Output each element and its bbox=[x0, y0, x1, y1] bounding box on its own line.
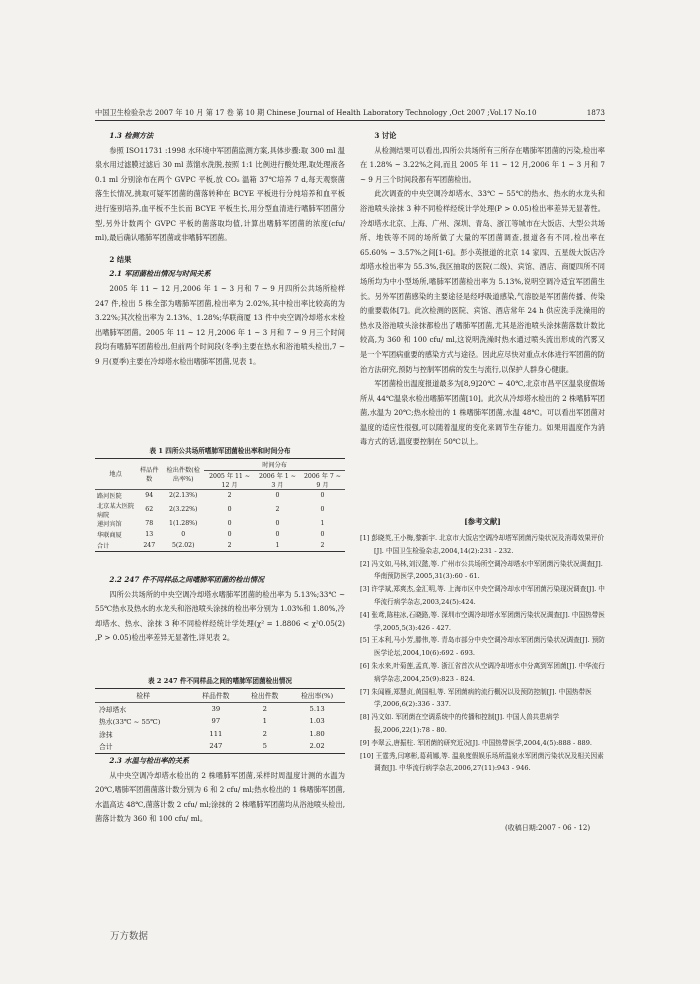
section-3-title: 3 讨论 bbox=[374, 131, 397, 140]
reference-item: [8] 冯文如. 军团菌在空调系统中的传播和控制[J]. 中国人兽共患病学报,2006,22(1):78 - 80. bbox=[360, 713, 560, 734]
table-row bbox=[95, 501, 345, 519]
table-cell: 78 bbox=[145, 520, 154, 528]
received-date: (收稿日期:2007 - 06 - 12) bbox=[505, 824, 591, 832]
table-cell: 北京某大医院病院 bbox=[97, 502, 135, 519]
section-2-2-title: 2.2 247 件不同样品之间嗜肺军团菌的检出情况 bbox=[109, 575, 265, 584]
table-cell: 247 bbox=[209, 742, 223, 751]
t1-header-place: 地点 bbox=[109, 471, 122, 479]
table-cell: 2(3.22%) bbox=[169, 506, 198, 514]
reference-item: [7] 朱闻雁,郑慧贞,黄国相,等. 军团菌病的流行概况以及预防控制[J]. 中国热带医学,2006,6(2):336 - 337. bbox=[360, 687, 592, 709]
header-rule bbox=[95, 120, 605, 121]
t2-header-rate: 检出率(%) bbox=[301, 692, 334, 701]
table-cell: 0 bbox=[275, 520, 280, 528]
reference-item: [5] 王本利,马小芳,滕伟,等. 青岛市部分中央空调冷却水军团菌污染状况调查[J]. 预防医学论坛,2004,10(6):692 - 693. bbox=[360, 636, 605, 658]
table-row bbox=[95, 702, 345, 715]
t1-header-samples: 样品件数 bbox=[139, 466, 159, 483]
table-2 bbox=[95, 688, 345, 754]
table-row bbox=[95, 489, 345, 500]
table-cell: 冷却塔水 bbox=[99, 705, 127, 714]
table-cell: 62 bbox=[145, 506, 154, 514]
t1-header-time: 时间分布 bbox=[262, 461, 287, 469]
table-cell: 0 bbox=[181, 531, 186, 539]
t1-header-t1: 2005 年 11 ~ 12 月 bbox=[209, 472, 251, 489]
table-cell: 5.13 bbox=[309, 704, 325, 713]
table-cell: 1(1.28%) bbox=[169, 520, 198, 528]
table-cell: 13 bbox=[145, 531, 154, 539]
table-cell: 热水(33℃ ~ 55℃) bbox=[99, 718, 161, 727]
section-2-1-title: 2.1 军团菌检出情况与时间关系 bbox=[109, 269, 211, 279]
table-cell: 111 bbox=[209, 729, 223, 738]
section-2-2-text: 四所公共场所的中央空调冷却塔水嗜肺军团菌的检出率为 5.13%;33℃ ~ 55℃热水及热水的水龙头和浴池喷头涂抹的检出率分别为 1.03%和 1.80%,冷却塔水、热水、涂抹 3 种不同检样经统计学处理(χ² = 1.8806 < χ²0.05(2) ,P > 0.05)检出率差异无显著性,详见表 2。 bbox=[95, 589, 345, 643]
t2-header-sample: 检样 bbox=[136, 692, 151, 701]
reference-item: [1] 彭晓英,王小梅,黎新宇. 北京市大饭店空调冷却塔军团菌污染状况及消毒效果评价[J]. 中国卫生检验杂志,2004,14(2):231 - 232. bbox=[360, 534, 605, 555]
table-cell: 5(2.02) bbox=[171, 542, 195, 550]
t2-header-count: 样品件数 bbox=[202, 692, 230, 701]
section-2-1-text: 2005 年 11 ~ 12 月,2006 年 1 ~ 3 月和 7 ~ 9 月四所公共场所检样 247 件,检出 5 株全部为嗜肺军团菌,检出率为 2.02%,其中检出率比较高的为 3.22%;其次检出率为 2.13%、1.28%;华联商厦 13 件中央空调冷却塔水未检出嗜肺军团菌。2005 年 11 ~ 12 月,2006 年 1 ~ 3 月和 7 ~ 9 月三个时间段均有嗜肺军团菌检出,但前两个时间段(冬季)主要在热水和浴池喷头检出,7 ~ 9 月(夏季)主要在冷却塔水检出嗜肺军团菌,见表 1。 bbox=[95, 283, 345, 366]
table-row bbox=[95, 740, 345, 753]
reference-item: [6] 朱水来,叶菊莲,孟真,等. 浙江省首次从空调冷却塔水中分离到军团菌[J]. 中华流行病学杂志,2004,25(9):823 - 824. bbox=[360, 661, 605, 683]
table-cell: 华联商厦 bbox=[97, 532, 122, 540]
t2-header-positive: 检出件数 bbox=[251, 692, 279, 701]
table-row bbox=[95, 519, 345, 530]
references-list bbox=[360, 532, 605, 775]
table-cell: 1 bbox=[262, 717, 267, 726]
section-2-3-text: 从中央空调冷却塔水检出的 2 株嗜肺军团菌,采样时周温度计测的水温为 20℃,嗜肺军团菌菌落计数分别为 6 和 2 cfu/ ml;热水检出的 1 株嗜肺军团菌,水温高达 48℃,菌落计数 2 cfu/ ml;涂抹的 2 株嗜肺军团菌均从浴池喷头检出,菌落计数为 360 和 100 cfu/ ml。 bbox=[95, 770, 345, 824]
table-cell: 5 bbox=[262, 742, 267, 751]
table-cell: 2 bbox=[227, 542, 232, 550]
table-cell: 39 bbox=[211, 704, 221, 713]
discussion-paragraph-2: 此次调查的中央空调冷却塔水、33℃ ~ 55℃的热水、热水的水龙头和浴池喷头涂抹 3 种不同检样经统计学处理(P > 0.05)检出率差异无显著性。冷却塔水北京、上海、广州、深圳、青岛、浙江等城市在大饭店、大型公共场所、地铁等不同的场所做了大量的军团菌调查,报道各有不同,检出率在 65.60% ~ 3.57%之间[1-6]。彭小英报道的北京 14 家四、五星级大饭店冷却塔水检出率为 55.3%,我区抽取的医院(二级)、宾馆、酒店、商厦四所不同场所均为中小型场所,嗜肺军团菌检出率为 5.13%,说明空调冷适宜军团菌生长。另外军团菌感染的主要途径是经呼吸道感染,气溶胶是军团菌传播、传染的重要载体[7]。此次检测的医院、宾馆、酒店常年 24 h 供应洗手洗澡用的热水及浴池喷头涂抹都检出了嗜肺军团菌,尤其是浴池喷头涂抹菌落数计数比较高,为 360 和 100 cfu/ ml,这说明洗澡时热水通过喷头流出形成的汽雾又是一个军团病重要的感染方式与途径。因此应尽快对重点水体进行军团菌的防治方法研究,预防与控制军团病的发生与流行,以保护人群身心健康。 bbox=[360, 189, 605, 374]
section-2-3 bbox=[95, 754, 345, 827]
table-cell: 0 bbox=[320, 491, 325, 499]
t1-header-t3: 2006 年 7 ~ 9 月 bbox=[303, 472, 341, 489]
table-cell: 合计 bbox=[97, 543, 110, 551]
section-1-3-title: 1.3 检测方法 bbox=[109, 131, 154, 140]
table-cell: 2(2.13%) bbox=[169, 491, 198, 499]
reference-item: [2] 冯文如,马林,刘汉懿,等. 广州市公共场所空调冷却塔水中军团菌污染状况调查[J]. 华南预防医学,2005,31(3):60 - 61. bbox=[360, 559, 603, 581]
section-1-3-text: 参照 ISO11731 :1998 水环境中军团菌监测方案,具体步骤:取 300 ml 温泉水用过滤膜过滤后 30 ml 蒸馏水洗脱,按照 1:1 比例进行酸处理,取处理液各 0.1 ml 分别涂布在两个 GVPC 平板,放 CO₂ 温箱 37℃培养 7 d,每天观察菌落生长情况,挑取可疑军团菌的菌落转种在 BCYE 平板进行分纯培养和血平板进行鉴别培养,血平板不生长而 BCYE 平板生长,用分型血清进行嗜肺军团菌分型,另外计数两个 GVPC 平板的菌落取均值,计算出嗜肺军团菌的浓度(cfu/ ml),最后确认嗜肺军团菌或非嗜肺军团菌。 bbox=[95, 145, 345, 243]
table-cell: 2.02 bbox=[309, 742, 325, 751]
table-cell: 涂抹 bbox=[99, 730, 113, 739]
table-cell: 递河宾馆 bbox=[97, 521, 122, 529]
table-cell: 0 bbox=[227, 531, 232, 539]
left-column bbox=[95, 129, 345, 370]
table-1-caption: 表 1 四所公共场所嗜肺军团菌检出率和时间分布 bbox=[149, 447, 291, 455]
table-cell: 2 bbox=[262, 729, 267, 738]
table-cell: 94 bbox=[145, 491, 154, 499]
table-2-caption: 表 2 247 件不同样品之间的嗜肺军团菌检出情况 bbox=[148, 677, 292, 685]
table-cell: 2 bbox=[320, 542, 325, 550]
table-1 bbox=[95, 458, 345, 552]
table-cell: 1 bbox=[320, 520, 325, 528]
table-cell: 0 bbox=[320, 506, 325, 514]
table-cell: 2 bbox=[275, 506, 280, 514]
table-cell: 路河医院 bbox=[97, 492, 122, 500]
table-cell: 1.03 bbox=[309, 717, 325, 726]
reference-item: [4] 张鸢,陈桂冰,石晓路,等. 深圳市空调冷却塔水军团菌污染状况调查[J]. 中国热带医学,2005,5(3):426 - 427. bbox=[360, 610, 605, 632]
table-row bbox=[95, 540, 345, 551]
table-cell: 1 bbox=[275, 542, 280, 550]
table-cell: 0 bbox=[227, 520, 232, 528]
section-2-title: 2 结果 bbox=[109, 254, 132, 264]
table-cell: 0 bbox=[320, 531, 325, 539]
t1-header-rate: 检出件数(检出率%) bbox=[166, 466, 200, 483]
right-column bbox=[360, 129, 605, 450]
journal-header: 中国卫生检验杂志 2007 年 10 月 第 17 卷 第 10 期 Chinese Journal of Health Laboratory Technology ,Oct 2007 ;Vol.17 No.10 bbox=[95, 108, 537, 117]
section-2-3-title: 2.3 水温与检出率的关系 bbox=[109, 756, 190, 765]
watermark: 万方数据 bbox=[110, 931, 149, 942]
table-cell: 0 bbox=[275, 531, 280, 539]
table-cell: 0 bbox=[275, 491, 280, 499]
table-cell: 97 bbox=[211, 717, 221, 726]
table-row bbox=[95, 529, 345, 540]
references-title: [参考文献] bbox=[464, 517, 501, 526]
table-cell: 247 bbox=[143, 542, 156, 550]
table-row bbox=[95, 728, 345, 741]
page-number: 1873 bbox=[586, 108, 605, 117]
reference-item: [10] 王霆秀,闫寒彬,葛莉娜,等. 温泉度假娱乐场所温泉水军团菌污染状况及相关因素调查[J]. 中华流行病学杂志,2006,27(11):943 - 946. bbox=[360, 751, 604, 773]
reference-item: [3] 许学斌,郑爽杰,金汇明,等. 上海市区中央空调冷却水中军团菌污染现况调查[J]. 中华流行病学杂志,2003,24(5):424. bbox=[360, 585, 605, 606]
table-cell: 合计 bbox=[99, 743, 113, 752]
table-cell: 2 bbox=[262, 704, 267, 713]
t1-header-t2: 2006 年 1 ~ 3 月 bbox=[258, 472, 296, 489]
table-cell: 0 bbox=[227, 506, 232, 514]
table-cell: 1.80 bbox=[309, 729, 325, 738]
section-2-2 bbox=[95, 573, 345, 646]
discussion-paragraph-1: 从检测结果可以看出,四所公共场所有三所存在嗜肺军团菌的污染,检出率在 1.28% ~ 3.22%之间,而且 2005 年 11 ~ 12 月,2006 年 1 ~ 3 月和 7 ~ 9 月三个时间段都有军团菌检出。 bbox=[360, 145, 605, 184]
table-cell: 2 bbox=[227, 491, 232, 499]
table-row bbox=[95, 715, 345, 728]
discussion-paragraph-3: 军团菌检出温度报道最多为[8,9]20℃ ~ 40℃,北京市昌平区温泉度假场所从 44℃温泉水检出嗜肺军团菌[10]。此次从冷却塔水检出的 2 株嗜肺军团菌,水温为 20℃;热水检出的 1 株嗜肺军团菌,水温 48℃。可以看出军团菌对温度的适应性很强,可以随着温度的变化来调节生存能力。如果用温度作为消毒方式的话,温度要控制在 50℃以上。 bbox=[360, 379, 605, 447]
reference-item: [9] 李翠云,唐振柱. 军团菌的研究近况[J]. 中国热带医学,2004,4(5):888 - 889. bbox=[360, 738, 592, 747]
